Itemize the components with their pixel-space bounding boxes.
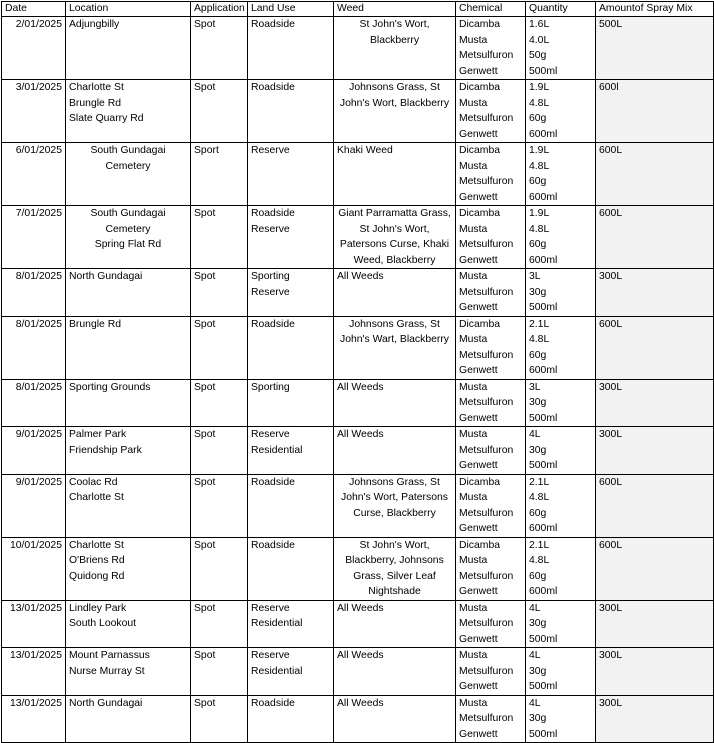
date-cell: 13/01/2025 [2,648,66,696]
quantity-cell [526,474,596,537]
land-use-cell [248,80,334,143]
cell-line: Charlotte St [69,82,124,93]
land-use-cell [248,206,334,269]
cell-line: Blackberry, Johnsons [345,555,444,566]
cell-line: Metsulfuron [459,239,514,250]
spray-mix-cell: 600L [596,537,714,600]
table-row [2,17,714,80]
cell-line: Quidong Rd [69,570,125,582]
cell-line: Blackberry [369,34,420,46]
cell-line: 4.8L [529,160,550,172]
cell-line: 3L [529,271,541,282]
cell-line: Sporting [251,271,290,282]
cell-line: 4.8L [529,334,550,345]
cell-line: Reserve [251,286,290,298]
cell-line: Metsulfuron [459,713,514,724]
cell-line: 4.0L [529,34,550,46]
cell-line: 60g [529,239,547,250]
cell-line: Sporting Grounds [69,381,151,393]
cell-line: 30g [529,618,547,629]
cell-line: 4L [529,602,541,614]
chemical-cell [456,695,526,743]
cell-line: 500ml [529,728,558,740]
cell-line: Dicamba [459,476,500,488]
table-row [2,316,714,379]
cell-line: Metsulfuron [459,618,514,629]
cell-line: Genwett [459,460,498,471]
chemical-cell [456,316,526,379]
cell-line: Reserve [251,650,290,661]
land-use-cell [248,648,334,696]
cell-line: Musta [459,650,488,661]
land-use-cell [248,379,334,427]
cell-line: Mount Parnassus [69,650,150,661]
cell-line: 1.6L [529,19,550,30]
header-land-use: Land Use [248,2,334,17]
application-cell: Spot [191,600,248,648]
cell-line: Lindley Park [69,602,127,614]
application-cell: Spot [191,537,248,600]
application-cell: Spot [191,474,248,537]
table-row [2,379,714,427]
cell-line: 500ml [529,460,558,471]
cell-line: 30g [529,286,547,298]
location-cell [66,537,191,600]
land-use-cell [248,143,334,206]
cell-line: Nightshade [368,586,421,597]
land-use-cell [248,17,334,80]
chemical-cell [456,269,526,317]
cell-line: Reserve [251,223,290,235]
application-cell: Spot [191,427,248,475]
date-cell: 6/01/2025 [2,143,66,206]
cell-line: 60g [529,507,547,519]
cell-line: Khaki Weed [337,145,393,156]
quantity-cell [526,648,596,696]
cell-line: 4L [529,429,541,440]
cell-line: John's Wort, Patersons [341,492,448,503]
cell-line: 1.9L [529,145,550,156]
location-cell [66,648,191,696]
cell-line: Adjungbilly [69,19,120,30]
cell-line: Metsulfuron [459,50,514,61]
cell-line: Roadside [251,82,295,93]
cell-line: Johnsons Grass, St [349,318,440,330]
application-cell: Spot [191,648,248,696]
table-row [2,80,714,143]
land-use-cell [248,427,334,475]
cell-line: 2.1L [529,476,550,488]
cell-line: Roadside [251,539,295,551]
cell-line: 500ml [529,302,558,313]
weed-cell [334,80,456,143]
cell-line: All Weeds [337,697,384,709]
chemical-cell [456,206,526,269]
cell-line: 600ml [529,128,558,140]
chemical-cell [456,474,526,537]
date-cell: 3/01/2025 [2,80,66,143]
cell-line: 2.1L [529,318,550,330]
quantity-cell [526,695,596,743]
cell-line: Coolac Rd [69,476,118,488]
date-cell: 7/01/2025 [2,206,66,269]
cell-line: Spring Flat Rd [94,239,162,250]
cell-line: Metsulfuron [459,665,514,677]
application-cell: Sport [191,143,248,206]
cell-line: 30g [529,665,547,677]
cell-line: Residential [251,665,303,677]
application-cell: Spot [191,316,248,379]
table-row [2,427,714,475]
cell-line: 500ml [529,633,558,645]
cell-line: 60g [529,349,547,361]
cell-line: Grass, Silver Leaf [353,570,436,582]
header-spray-mix: Amountof Spray Mix [596,2,714,17]
cell-line: Reserve [251,602,290,614]
weed-cell [334,269,456,317]
application-cell: Spot [191,17,248,80]
cell-line: 60g [529,113,547,124]
cell-line: 4.8L [529,555,550,566]
cell-line: 60g [529,570,547,582]
cell-line: Cemetery [105,223,151,235]
location-cell [66,143,191,206]
date-cell: 13/01/2025 [2,600,66,648]
cell-line: All Weeds [337,650,384,661]
spray-mix-cell: 300L [596,427,714,475]
cell-line: Musta [459,34,488,46]
cell-line: Metsulfuron [459,444,514,456]
location-cell [66,269,191,317]
header-row [2,2,714,17]
cell-line: 4.8L [529,223,550,235]
location-cell [66,316,191,379]
cell-line: O'Briens Rd [69,555,125,566]
cell-line: All Weeds [337,429,384,440]
cell-line: 1.9L [529,208,550,219]
cell-line: Musta [459,223,488,235]
spray-mix-cell: 600l [596,80,714,143]
cell-line: 500ml [529,65,558,77]
quantity-cell [526,537,596,600]
date-cell: 8/01/2025 [2,269,66,317]
table-row [2,206,714,269]
cell-line: Roadside [251,208,295,219]
cell-line: 2.1L [529,539,550,551]
header-chemical: Chemical [456,2,526,17]
header-location: Location [66,2,191,17]
cell-line: Musta [459,697,488,709]
cell-line: Genwett [459,365,498,376]
cell-line: Roadside [251,476,295,488]
cell-line: Reserve [251,145,290,156]
application-cell: Spot [191,80,248,143]
quantity-cell [526,17,596,80]
cell-line: Friendship Park [69,444,142,456]
cell-line: 50g [529,50,547,61]
cell-line: Dicamba [459,19,500,30]
location-cell [66,474,191,537]
cell-line: All Weeds [337,271,384,282]
land-use-cell [248,537,334,600]
location-cell [66,17,191,80]
weed-cell [334,17,456,80]
cell-line: Genwett [459,65,498,77]
cell-line: Dicamba [459,82,500,93]
table-row [2,537,714,600]
cell-line: 4.8L [529,492,550,503]
cell-line: Dicamba [459,539,500,551]
cell-line: Dicamba [459,318,500,330]
cell-line: All Weeds [337,602,384,614]
date-cell: 9/01/2025 [2,427,66,475]
cell-line: Metsulfuron [459,507,514,519]
spray-mix-cell: 300L [596,695,714,743]
cell-line: Reserve [251,429,290,440]
application-cell: Spot [191,269,248,317]
weed-cell [334,648,456,696]
location-cell [66,600,191,648]
cell-line: 4.8L [529,97,550,109]
date-cell: 13/01/2025 [2,695,66,743]
date-cell: 8/01/2025 [2,316,66,379]
cell-line: Curse, Blackberry [353,507,436,519]
table-row [2,648,714,696]
weed-cell [334,316,456,379]
table-row [2,600,714,648]
cell-line: John's Wart, Blackberry [340,334,449,345]
cell-line: St John's Wort, [359,19,430,30]
quantity-cell [526,143,596,206]
cell-line: 600ml [529,523,558,534]
cell-line: Residential [251,444,303,456]
cell-line: Roadside [251,19,295,30]
cell-line: Musta [459,271,488,282]
spray-mix-cell: 500L [596,17,714,80]
chemical-cell [456,427,526,475]
application-cell: Spot [191,206,248,269]
cell-line: Sporting [251,381,290,393]
cell-line: Metsulfuron [459,570,514,582]
spray-log-table [1,1,714,743]
cell-line: 500ml [529,412,558,424]
spray-mix-cell: 300L [596,648,714,696]
application-cell: Spot [191,695,248,743]
spray-mix-cell: 300L [596,600,714,648]
spray-mix-cell: 600L [596,206,714,269]
cell-line: Musta [459,555,488,566]
location-cell [66,379,191,427]
cell-line: 3L [529,381,541,393]
cell-line: 1.9L [529,82,550,93]
cell-line: 30g [529,713,547,724]
cell-line: Dicamba [459,208,500,219]
cell-line: Brungle Rd [69,97,121,109]
application-cell: Spot [191,379,248,427]
spray-mix-cell: 300L [596,379,714,427]
weed-cell [334,206,456,269]
cell-line: Residential [251,618,303,629]
cell-line: Johnsons Grass, St [349,476,440,488]
cell-line: All Weeds [337,381,384,393]
cell-line: Genwett [459,254,498,266]
cell-line: 600ml [529,191,558,203]
cell-line: Palmer Park [69,429,127,440]
cell-line: Patersons Curse, Khaki [339,239,450,250]
spray-mix-cell: 300L [596,269,714,317]
cell-line: North Gundagai [69,271,143,282]
cell-line: Charlotte St [69,539,124,551]
spray-mix-cell: 600L [596,474,714,537]
weed-cell [334,427,456,475]
quantity-cell [526,600,596,648]
land-use-cell [248,316,334,379]
cell-line: Metsulfuron [459,176,514,187]
location-cell [66,427,191,475]
header-application: Application [191,2,248,17]
location-cell [66,206,191,269]
cell-line: 4L [529,697,541,709]
quantity-cell [526,80,596,143]
chemical-cell [456,143,526,206]
cell-line: Charlotte St [69,492,124,503]
cell-line: Metsulfuron [459,113,514,124]
cell-line: Genwett [459,523,498,534]
table-row [2,474,714,537]
cell-line: Genwett [459,586,498,597]
quantity-cell [526,269,596,317]
land-use-cell [248,269,334,317]
date-cell: 8/01/2025 [2,379,66,427]
cell-line: 600ml [529,254,558,266]
cell-line: Musta [459,492,488,503]
cell-line: Cemetery [105,160,151,172]
cell-line: 600ml [529,586,558,597]
land-use-cell [248,474,334,537]
chemical-cell [456,17,526,80]
weed-cell [334,695,456,743]
weed-cell [334,379,456,427]
chemical-cell [456,648,526,696]
cell-line: 30g [529,397,547,408]
location-cell [66,695,191,743]
cell-line: Nurse Murray St [69,665,145,677]
weed-cell [334,600,456,648]
cell-line: 600ml [529,365,558,376]
cell-line: Metsulfuron [459,349,514,361]
cell-line: Genwett [459,728,498,740]
quantity-cell [526,427,596,475]
chemical-cell [456,600,526,648]
cell-line: 30g [529,444,547,456]
chemical-cell [456,80,526,143]
cell-line: Musta [459,429,488,440]
cell-line: Johnsons Grass, St [349,82,440,93]
cell-line: Weed, Blackberry [353,254,436,266]
spray-mix-cell: 600L [596,143,714,206]
cell-line: 500ml [529,681,558,692]
date-cell: 9/01/2025 [2,474,66,537]
chemical-cell [456,379,526,427]
cell-line: Roadside [251,318,295,330]
table-row [2,143,714,206]
cell-line: Dicamba [459,145,500,156]
weed-cell [334,143,456,206]
cell-line: Genwett [459,302,498,313]
cell-line: Genwett [459,681,498,692]
chemical-cell [456,537,526,600]
cell-line: North Gundagai [69,697,143,709]
header-weed: Weed [334,2,456,17]
cell-line: Roadside [251,697,295,709]
cell-line: Genwett [459,191,498,203]
cell-line: St John's Wort, [359,539,430,551]
weed-cell [334,537,456,600]
weed-cell [334,474,456,537]
cell-line: Slate Quarry Rd [69,113,144,124]
cell-line: Giant Parramatta Grass, [338,208,451,219]
cell-line: Brungle Rd [69,318,121,330]
cell-line: Metsulfuron [459,286,514,298]
cell-line: Metsulfuron [459,397,514,408]
cell-line: St John's Wort, [359,223,430,235]
cell-line: South Gundagai [90,145,166,156]
land-use-cell [248,695,334,743]
header-date: Date [2,2,66,17]
cell-line: Musta [459,97,488,109]
cell-line: Musta [459,602,488,614]
cell-line: South Lookout [69,618,137,629]
cell-line: Musta [459,160,488,172]
spray-mix-cell: 600L [596,316,714,379]
cell-line: 60g [529,176,547,187]
quantity-cell [526,206,596,269]
quantity-cell [526,379,596,427]
table-row [2,695,714,743]
date-cell: 2/01/2025 [2,17,66,80]
header-quantity: Quantity [526,2,596,17]
cell-line: Genwett [459,412,498,424]
cell-line: John's Wort, Blackberry [339,97,450,109]
quantity-cell [526,316,596,379]
land-use-cell [248,600,334,648]
cell-line: 4L [529,650,541,661]
cell-line: Musta [459,334,488,345]
cell-line: Musta [459,381,488,393]
table-row [2,269,714,317]
date-cell: 10/01/2025 [2,537,66,600]
cell-line: Genwett [459,633,498,645]
cell-line: South Gundagai [90,208,166,219]
cell-line: Genwett [459,128,498,140]
location-cell [66,80,191,143]
